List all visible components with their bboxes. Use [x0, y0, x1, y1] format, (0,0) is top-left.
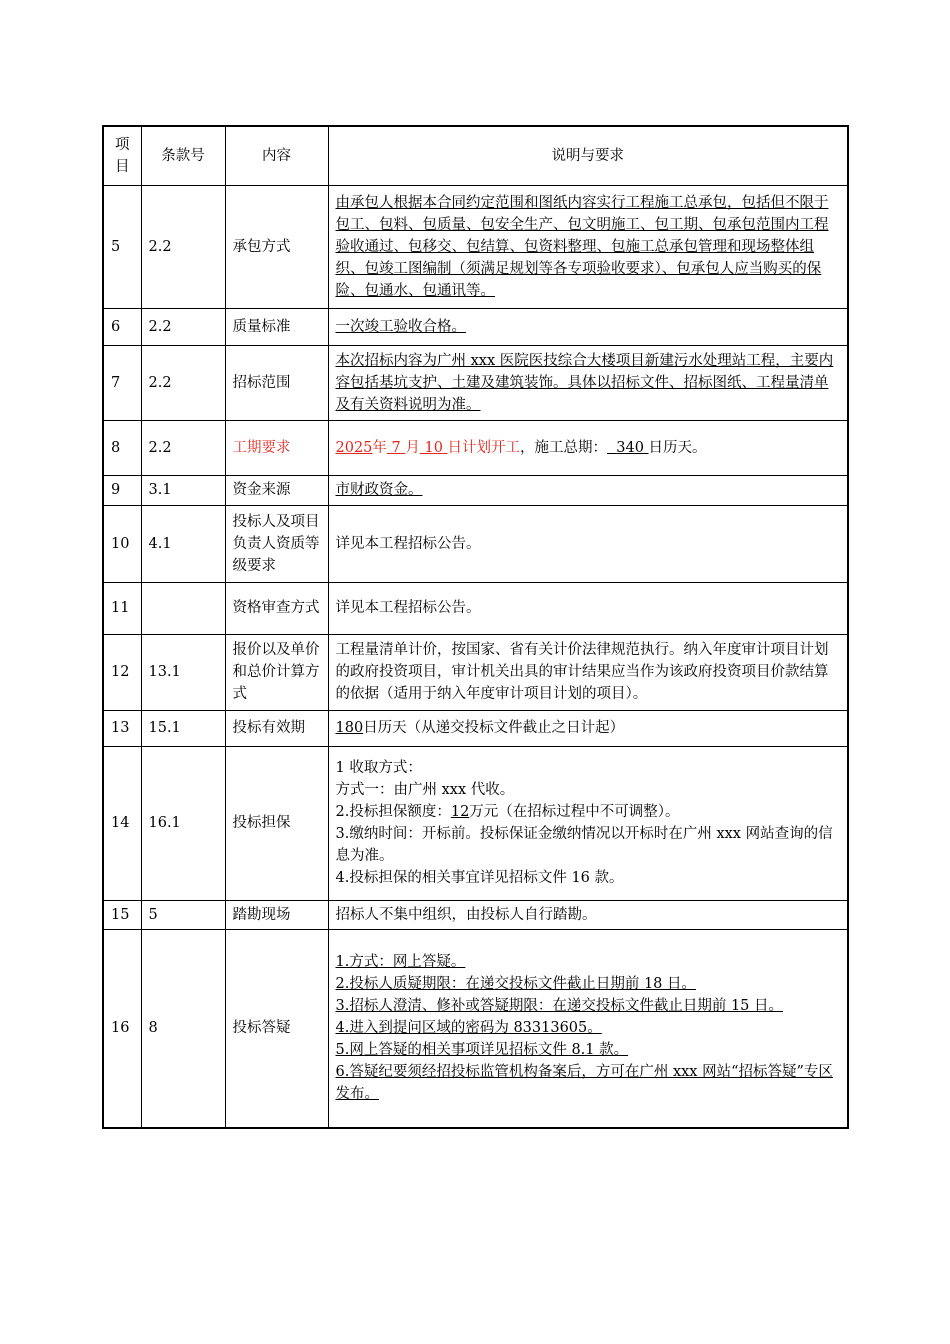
- validity-days: 180: [335, 720, 364, 736]
- row-content: 质量标准: [225, 308, 328, 345]
- row-description: 本次招标内容为广州 xxx 医院医技综合大楼项目新建污水处理站工程，主要内容包括基坑支护、土建及建筑装饰。具体以招标文件、招标图纸、工程量清单及有关资料说明为准。: [335, 352, 834, 413]
- row-number: 9: [103, 475, 141, 505]
- row-clause: [141, 582, 225, 634]
- table-row: [103, 634, 848, 710]
- row-description: 市财政资金。: [335, 482, 423, 498]
- row-description: 由承包人根据本合同约定范围和图纸内容实行工程施工总承包，包括但不限于包工、包料、包质量、包安全生产、包文明施工、包工期、包承包范围内工程验收通过、包移交、包结算、包资料整理、包施工总承包管理和现场整体组织、包竣工图编制（须满足规划等各专项验收要求）、包承包人应当购买的保险、包通水、包通讯等。: [335, 194, 829, 299]
- row-content: 踏勘现场: [225, 900, 328, 929]
- table-row: [103, 475, 848, 505]
- qa-description: [328, 929, 848, 1128]
- day-text: 日计划开工: [447, 439, 521, 456]
- row-clause: 16.1: [141, 746, 225, 900]
- row-number: 6: [103, 308, 141, 345]
- row-number: 7: [103, 345, 141, 420]
- row-content: 投标人及项目负责人资质等级要求: [225, 505, 328, 582]
- qa-item: 2.投标人质疑期限：在递交投标文件截止日期前 18 日。: [335, 976, 697, 993]
- bid-requirements-table: [102, 125, 849, 1129]
- row-content: 报价以及单价和总价计算方式: [225, 634, 328, 710]
- row-content: 投标担保: [225, 746, 328, 900]
- table-row: [103, 746, 848, 900]
- duration-unit: 日历天。: [648, 439, 707, 456]
- table-row: [103, 345, 848, 420]
- table-row: [103, 929, 848, 1128]
- header-item: 项目: [103, 126, 141, 185]
- row-content: 投标答疑: [225, 929, 328, 1128]
- header-description: 说明与要求: [328, 126, 848, 185]
- row-number: 11: [103, 582, 141, 634]
- table-row: [103, 582, 848, 634]
- row-number: 13: [103, 710, 141, 746]
- guarantee-line-2: 方式一：由广州 xxx 代收。: [335, 782, 515, 798]
- row-clause: 4.1: [141, 505, 225, 582]
- row-number: 12: [103, 634, 141, 710]
- table-row: [103, 710, 848, 746]
- row-clause: 5: [141, 900, 225, 929]
- row-clause: 2.2: [141, 420, 225, 475]
- table-row: [103, 505, 848, 582]
- row-clause: 2.2: [141, 308, 225, 345]
- table-row: [103, 185, 848, 308]
- row-number: 5: [103, 185, 141, 308]
- table-row: [103, 420, 848, 475]
- row-number: 10: [103, 505, 141, 582]
- row-description: 一次竣工验收合格。: [335, 318, 466, 335]
- table-header-row: [103, 126, 848, 185]
- row-clause: 8: [141, 929, 225, 1128]
- row-content: 工期要求: [225, 420, 328, 475]
- header-clause: 条款号: [141, 126, 225, 185]
- duration-value: 340: [616, 439, 644, 456]
- qa-item: 6.答疑纪要须经招投标监管机构备案后，方可在广州 xxx 网站“招标答疑”专区发布。: [335, 1064, 833, 1103]
- row-clause: 3.1: [141, 475, 225, 505]
- row-content: 投标有效期: [225, 710, 328, 746]
- validity-text: 日历天（从递交投标文件截止之日计起）: [363, 720, 625, 736]
- guarantee-line-3: 2.投标担保额度：12万元（在招标过程中不可调整）。: [335, 804, 680, 820]
- row-description: 招标人不集中组织，由投标人自行踏勘。: [328, 900, 848, 929]
- start-year: 2025: [335, 439, 373, 456]
- row-number: 14: [103, 746, 141, 900]
- row-content: 资格审查方式: [225, 582, 328, 634]
- year-unit: 年: [372, 439, 387, 456]
- header-content: 内容: [225, 126, 328, 185]
- start-month: 7: [391, 439, 401, 456]
- row-clause: 2.2: [141, 345, 225, 420]
- guarantee-line-1: 1 收取方式：: [335, 760, 422, 776]
- row-description: 详见本工程招标公告。: [328, 505, 848, 582]
- qa-item: 4.进入到提问区域的密码为 83313605。: [335, 1020, 602, 1037]
- row-content: 招标范围: [225, 345, 328, 420]
- schedule-description: [328, 420, 848, 475]
- guarantee-description: [328, 746, 848, 900]
- row-clause: 15.1: [141, 710, 225, 746]
- row-number: 15: [103, 900, 141, 929]
- qa-item: 3.招标人澄清、修补或答疑期限：在递交投标文件截止日期前 15 日。: [335, 998, 784, 1015]
- duration-label: ，施工总期：: [520, 439, 608, 456]
- qa-item: 5.网上答疑的相关事项详见招标文件 8.1 款。: [335, 1042, 629, 1059]
- guarantee-line-4: 3.缴纳时间：开标前。投标保证金缴纳情况以开标时在广州 xxx 网站查询的信息为准。: [335, 826, 833, 864]
- row-content: 资金来源: [225, 475, 328, 505]
- guarantee-line-5: 4.投标担保的相关事宜详见招标文件 16 款。: [335, 870, 624, 886]
- row-description: 工程量清单计价，按国家、省有关计价法律规范执行。纳入年度审计项目计划的政府投资项目，审计机关出具的审计结果应当作为该政府投资项目价款结算的依据（适用于纳入年度审计项目计划的项目）。: [328, 634, 848, 710]
- qa-item: 1.方式：网上答疑。: [335, 954, 466, 971]
- start-day: 10: [424, 439, 443, 456]
- guarantee-amount: 12: [450, 804, 470, 820]
- row-clause: 13.1: [141, 634, 225, 710]
- table-row: [103, 308, 848, 345]
- row-number: 8: [103, 420, 141, 475]
- table-row: [103, 900, 848, 929]
- row-clause: 2.2: [141, 185, 225, 308]
- month-unit: 月: [405, 439, 420, 456]
- row-content: 承包方式: [225, 185, 328, 308]
- row-description: 详见本工程招标公告。: [328, 582, 848, 634]
- row-number: 16: [103, 929, 141, 1128]
